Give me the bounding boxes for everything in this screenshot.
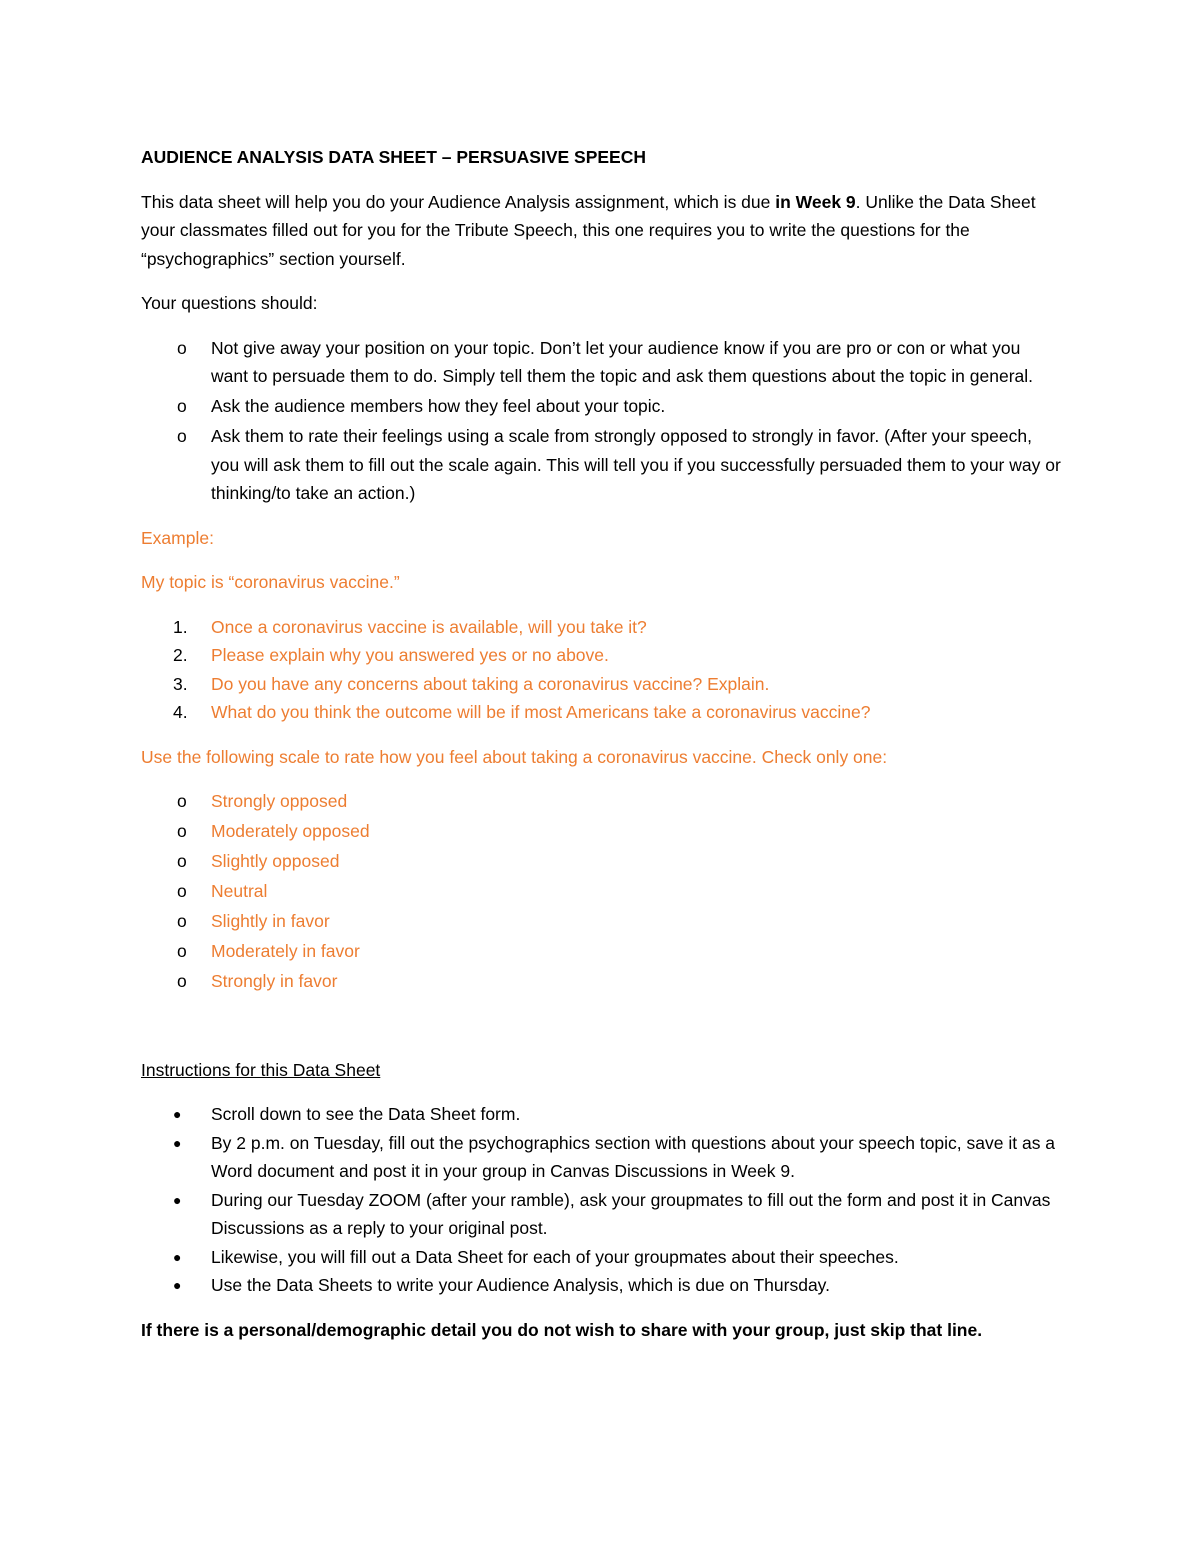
circle-bullet-icon: o xyxy=(177,791,187,811)
question-number: 4. xyxy=(173,702,188,722)
intro-text-1: This data sheet will help you do your Audience Analysis assignment, which is due xyxy=(141,191,776,212)
list-item xyxy=(141,967,1061,996)
list-item xyxy=(141,787,1061,816)
instruction-text: By 2 p.m. on Tuesday, fill out the psychographics section with questions about your speech topic, save it as a Word document and post it in your group in Canvas Discussions in Week 9. xyxy=(211,1132,1056,1181)
list-item xyxy=(141,1129,1061,1186)
intro-paragraph xyxy=(141,188,1061,274)
document-body xyxy=(141,143,1061,1360)
list-item xyxy=(141,1243,1061,1272)
question-text: What do you think the outcome will be if most Americans take a coronavirus vaccine? xyxy=(211,702,871,722)
list-item xyxy=(141,1100,1061,1129)
example-questions-list xyxy=(141,613,1061,727)
guideline-text: Not give away your position on your topic. Don’t let your audience know if you are pro or con or what you want to persuade them to do. Simply tell them the topic and ask them questions about the topic in general. xyxy=(211,337,1034,386)
list-item xyxy=(141,1186,1061,1243)
question-number: 2. xyxy=(173,645,188,665)
example-label: Example: xyxy=(141,527,214,548)
closing-note: If there is a personal/demographic detail you do not wish to share with your group, just skip that line. xyxy=(141,1319,983,1340)
instruction-text: Likewise, you will fill out a Data Sheet for each of your groupmates about their speeches. xyxy=(211,1246,899,1267)
circle-bullet-icon: o xyxy=(177,881,187,901)
list-item xyxy=(141,1271,1061,1300)
list-item xyxy=(141,392,1061,421)
questions-heading: Your questions should: xyxy=(141,293,318,313)
list-item xyxy=(141,641,1061,670)
scale-intro: Use the following scale to rate how you feel about taking a coronavirus vaccine. Check only one: xyxy=(141,746,888,767)
instructions-heading: Instructions for this Data Sheet xyxy=(141,1059,381,1080)
list-item xyxy=(141,613,1061,642)
guideline-text: Ask them to rate their feelings using a scale from strongly opposed to strongly in favor. (After your speech, you will ask them to fill out the scale again. This will tell you if you successfully persuaded them to your way or thinking/to take an action.) xyxy=(211,426,1061,503)
intro-text-2: . Unlike the Data Sheet your classmates filled out for you for the Tribute Speech, this one requires you to write the questions for the “psychographics” section yourself. xyxy=(141,191,1036,269)
question-number: 1. xyxy=(173,616,188,637)
guidelines-list xyxy=(141,334,1061,508)
list-item xyxy=(141,877,1061,906)
bullet-dot-icon: ● xyxy=(173,1134,182,1151)
question-number: 3. xyxy=(173,673,188,694)
bullet-dot-icon: ● xyxy=(173,1248,182,1265)
list-item xyxy=(141,937,1061,966)
circle-bullet-icon: o xyxy=(177,396,187,416)
circle-bullet-icon: o xyxy=(177,941,187,961)
scale-option: Slightly opposed xyxy=(211,851,340,871)
scale-option: Moderately opposed xyxy=(211,821,370,841)
question-text: Once a coronavirus vaccine is available, will you take it? xyxy=(211,616,647,637)
list-item xyxy=(141,670,1061,699)
list-item xyxy=(141,422,1061,508)
question-text: Please explain why you answered yes or no above. xyxy=(211,645,609,665)
circle-bullet-icon: o xyxy=(177,426,187,446)
bullet-dot-icon: ● xyxy=(173,1277,182,1293)
instruction-text: Scroll down to see the Data Sheet form. xyxy=(211,1104,521,1124)
instruction-text: During our Tuesday ZOOM (after your ramble), ask your groupmates to fill out the form and post it in Canvas Discussions as a reply to your original post. xyxy=(211,1189,1051,1238)
instructions-list xyxy=(141,1100,1061,1300)
list-item xyxy=(141,847,1061,876)
list-item xyxy=(141,907,1061,936)
circle-bullet-icon: o xyxy=(177,337,187,358)
circle-bullet-icon: o xyxy=(177,911,187,931)
scale-option: Slightly in favor xyxy=(211,911,330,931)
scale-option: Moderately in favor xyxy=(211,941,360,961)
guideline-text: Ask the audience members how they feel about your topic. xyxy=(211,396,666,416)
question-text: Do you have any concerns about taking a coronavirus vaccine? Explain. xyxy=(211,673,770,694)
scale-option: Strongly opposed xyxy=(211,791,348,811)
spacer xyxy=(141,1012,1061,1056)
list-item xyxy=(141,698,1061,727)
topic-line: My topic is “coronavirus vaccine.” xyxy=(141,572,400,592)
circle-bullet-icon: o xyxy=(177,851,187,871)
bullet-dot-icon: ● xyxy=(173,1106,182,1122)
scale-options-list xyxy=(141,787,1061,996)
page-title: AUDIENCE ANALYSIS DATA SHEET – PERSUASIVE SPEECH xyxy=(141,147,647,167)
scale-option: Neutral xyxy=(211,881,268,901)
instruction-text: Use the Data Sheets to write your Audience Analysis, which is due on Thursday. xyxy=(211,1275,830,1295)
list-item xyxy=(141,817,1061,846)
list-item xyxy=(141,334,1061,391)
circle-bullet-icon: o xyxy=(177,821,187,841)
scale-option: Strongly in favor xyxy=(211,971,338,991)
bullet-dot-icon: ● xyxy=(173,1191,182,1208)
intro-due-week: in Week 9 xyxy=(775,191,856,212)
circle-bullet-icon: o xyxy=(177,971,187,991)
